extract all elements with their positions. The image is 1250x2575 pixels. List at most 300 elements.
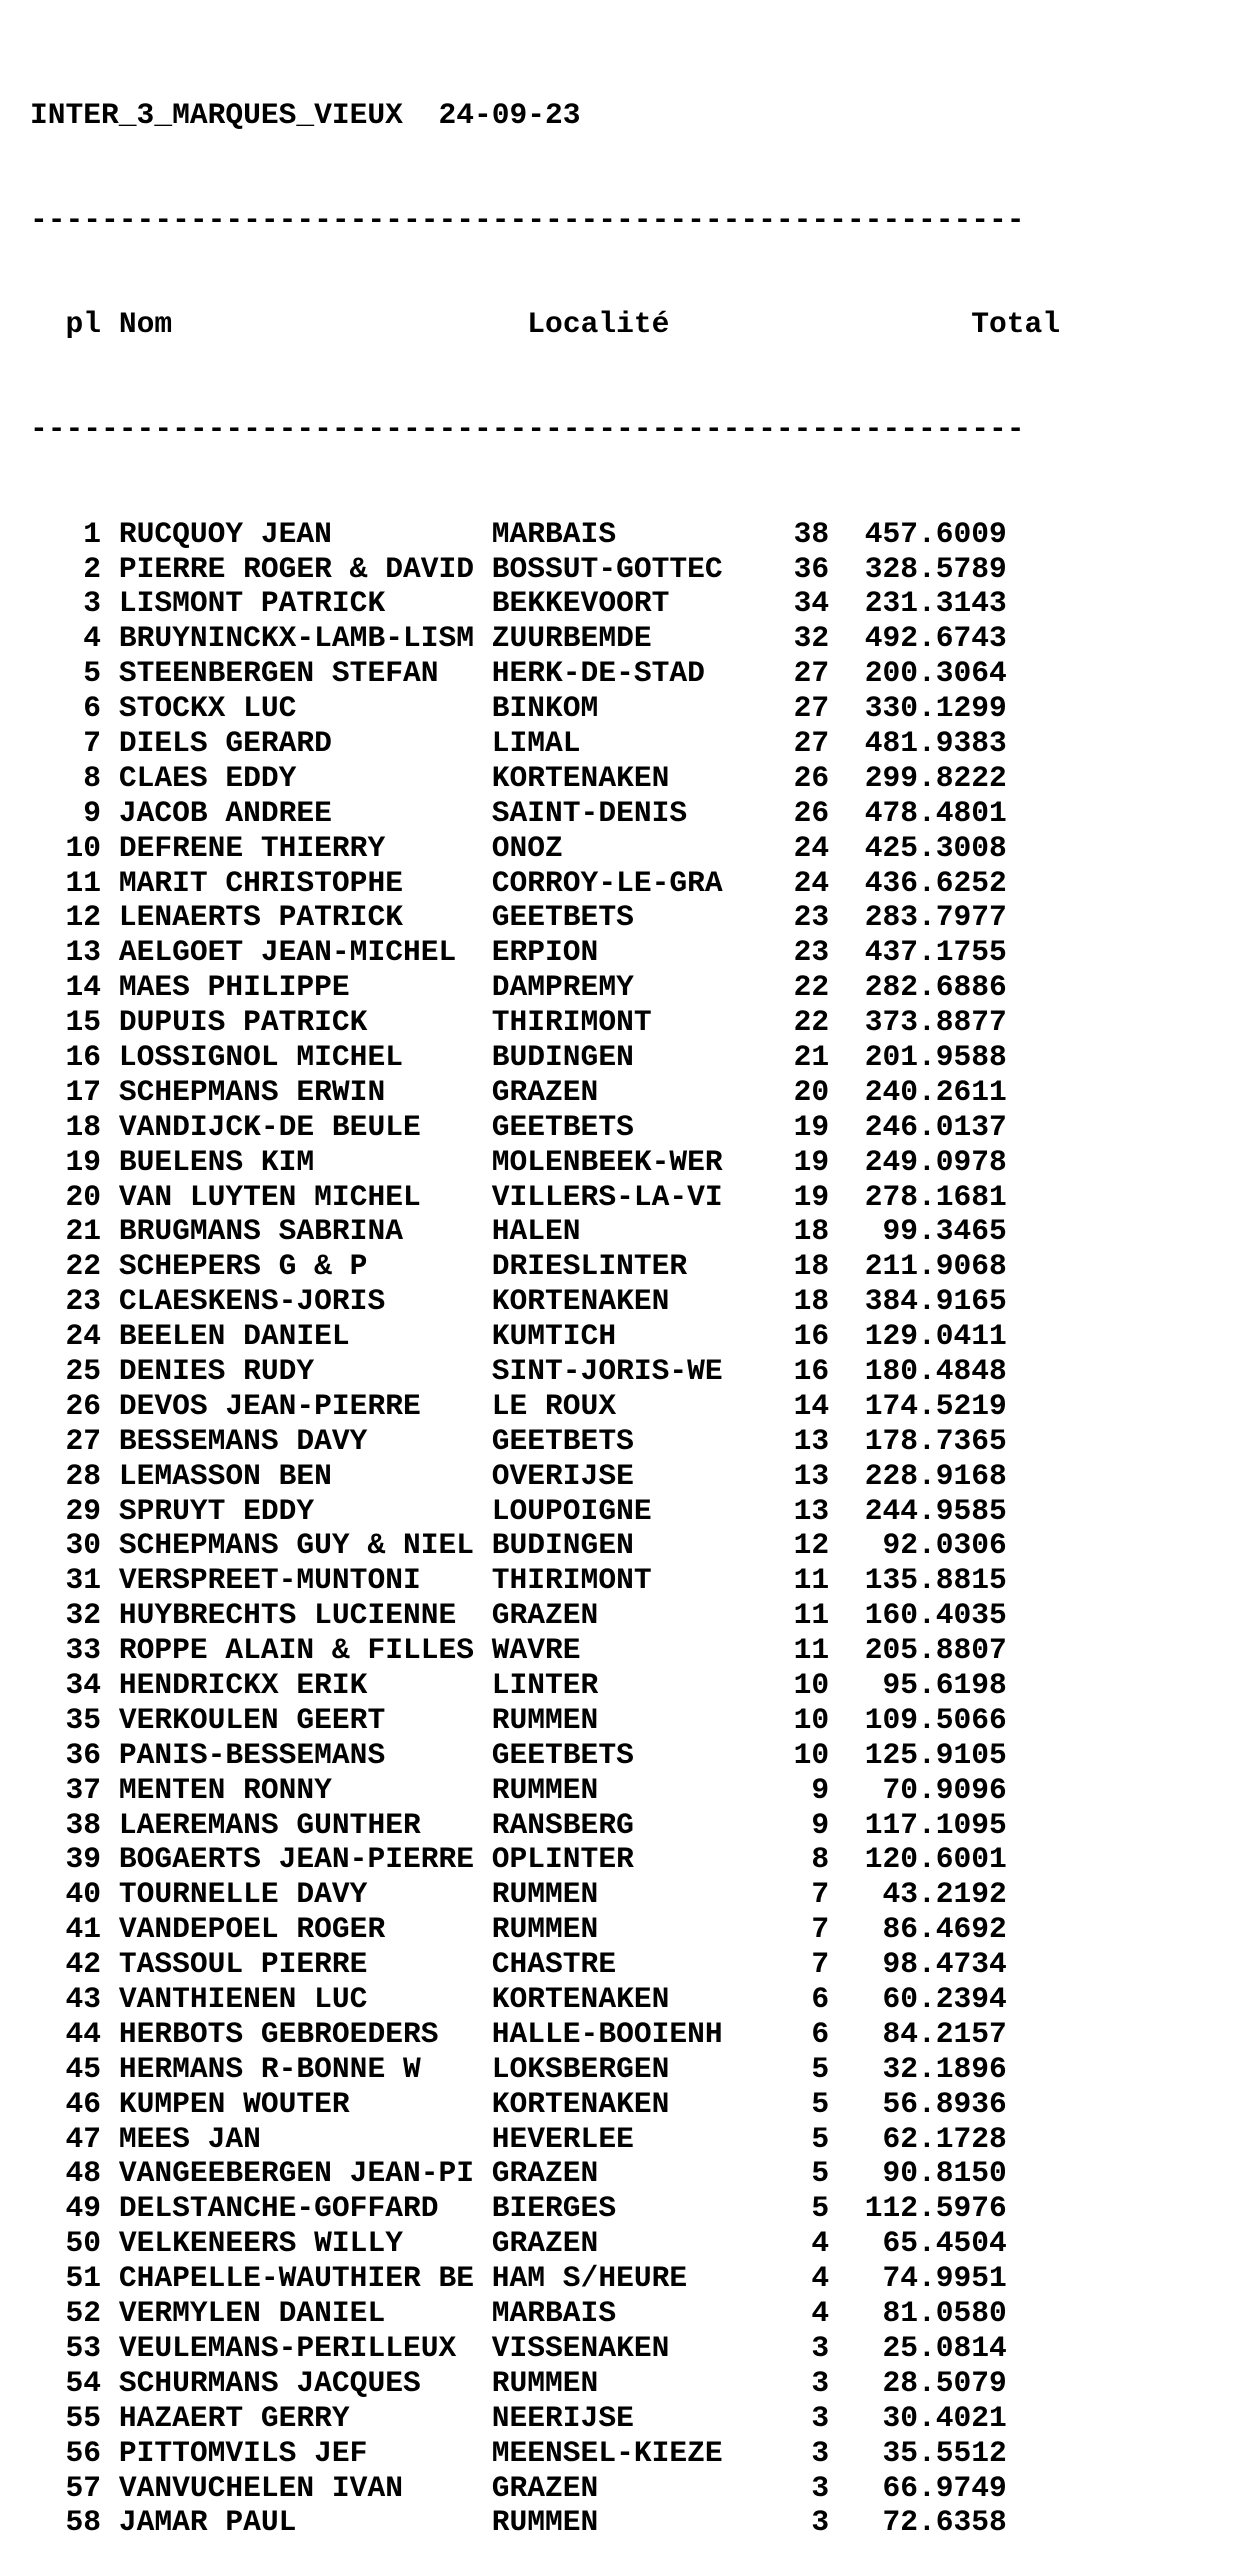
table-row (30, 621, 1060, 656)
table-row (30, 1563, 1060, 1598)
localite-cell: GRAZEN (491, 1598, 723, 1633)
header-rule: -------------------------------------------------------- (30, 411, 1025, 446)
name-cell: VERSPREET-MUNTONI (118, 1563, 474, 1598)
results-listing (30, 28, 1060, 2575)
total-cell: 117.1095 (846, 1807, 1007, 1842)
total-cell: 28.5079 (846, 2365, 1007, 2400)
total-cell: 299.8222 (846, 760, 1007, 795)
total-cell: 425.3008 (846, 830, 1007, 865)
count-cell: 32 (722, 621, 830, 656)
table-row (30, 726, 1060, 761)
total-cell: 373.8877 (846, 1005, 1007, 1040)
name-cell: JAMAR PAUL (118, 2505, 474, 2540)
table-row (30, 2017, 1060, 2052)
name-cell: HERMANS R-BONNE W (118, 2051, 474, 2086)
name-cell: MAES PHILIPPE (118, 970, 474, 1005)
total-cell: 249.0978 (846, 1144, 1007, 1179)
count-cell: 27 (722, 725, 830, 760)
name-cell: SCHEPMANS GUY & NIEL (118, 1528, 474, 1563)
name-cell: DELSTANCHE-GOFFARD (118, 2191, 474, 2226)
pl-cell: 50 (30, 2226, 102, 2261)
pl-cell: 35 (30, 1702, 102, 1737)
table-row (30, 2401, 1060, 2436)
localite-cell: MARBAIS (491, 516, 723, 551)
count-cell: 22 (722, 1005, 830, 1040)
total-cell: 240.2611 (846, 1074, 1007, 1109)
name-cell: VANVUCHELEN IVAN (118, 2470, 474, 2505)
localite-cell: GRAZEN (491, 2226, 723, 2261)
total-cell: 109.5066 (846, 1702, 1007, 1737)
total-cell: 478.4801 (846, 795, 1007, 830)
count-cell: 26 (722, 760, 830, 795)
count-cell: 26 (722, 795, 830, 830)
table-row (30, 1494, 1060, 1529)
localite-cell: RUMMEN (491, 2365, 723, 2400)
total-cell: 60.2394 (846, 1982, 1007, 2017)
count-cell: 5 (722, 2086, 830, 2121)
count-cell: 13 (722, 1458, 830, 1493)
pl-cell: 3 (30, 586, 102, 621)
total-cell: 328.5789 (846, 551, 1007, 586)
count-cell: 24 (722, 830, 830, 865)
pl-cell: 45 (30, 2051, 102, 2086)
column-total: Total (971, 307, 1061, 342)
total-cell: 180.4848 (846, 1354, 1007, 1388)
name-cell: LISMONT PATRICK (118, 586, 474, 621)
table-row (30, 1424, 1060, 1459)
localite-cell: LOKSBERGEN (491, 2051, 723, 2086)
pl-cell: 38 (30, 1807, 102, 1842)
results-table (30, 517, 1060, 2541)
count-cell: 20 (722, 1074, 830, 1109)
pl-cell: 13 (30, 935, 102, 970)
count-cell: 11 (722, 1633, 830, 1668)
table-row (30, 1319, 1060, 1354)
pl-cell: 47 (30, 2121, 102, 2156)
name-cell: LENAERTS PATRICK (118, 900, 474, 935)
count-cell: 6 (722, 1982, 830, 2017)
table-row (30, 2505, 1060, 2540)
total-cell: 120.6001 (846, 1842, 1007, 1877)
count-cell: 27 (722, 691, 830, 726)
total-cell: 112.5976 (846, 2191, 1007, 2226)
pl-cell: 14 (30, 970, 102, 1005)
table-row (30, 831, 1060, 866)
localite-cell: GEETBETS (491, 1109, 723, 1144)
localite-cell: KUMTICH (491, 1319, 723, 1354)
name-cell: SCHEPMANS ERWIN (118, 1074, 474, 1109)
localite-cell: BIERGES (491, 2191, 723, 2226)
total-cell: 25.0814 (846, 2330, 1007, 2365)
count-cell: 10 (722, 1737, 830, 1772)
total-cell: 62.1728 (846, 2121, 1007, 2156)
total-cell: 330.1299 (846, 691, 1007, 726)
name-cell: RUCQUOY JEAN (118, 516, 474, 551)
pl-cell: 49 (30, 2191, 102, 2226)
table-row (30, 656, 1060, 691)
pl-cell: 44 (30, 2016, 102, 2051)
name-cell: DIELS GERARD (118, 725, 474, 760)
pl-cell: 28 (30, 1458, 102, 1493)
pl-cell: 43 (30, 1982, 102, 2017)
name-cell: VELKENEERS WILLY (118, 2226, 474, 2261)
localite-cell: RUMMEN (491, 2505, 723, 2540)
total-cell: 65.4504 (846, 2226, 1007, 2261)
localite-cell: CORROY-LE-GRA (491, 865, 723, 900)
pl-cell: 41 (30, 1912, 102, 1947)
count-cell: 6 (722, 2016, 830, 2051)
pl-cell: 16 (30, 1039, 102, 1074)
pl-cell: 39 (30, 1842, 102, 1877)
name-cell: VEULEMANS-PERILLEUX (118, 2330, 474, 2365)
table-row (30, 2052, 1060, 2087)
name-cell: MARIT CHRISTOPHE (118, 865, 474, 900)
count-cell: 9 (722, 1807, 830, 1842)
total-cell: 56.8936 (846, 2086, 1007, 2121)
name-cell: AELGOET JEAN-MICHEL (118, 935, 474, 970)
count-cell: 3 (722, 2400, 830, 2435)
count-cell: 7 (722, 1912, 830, 1947)
count-cell: 27 (722, 656, 830, 691)
table-row (30, 2122, 1060, 2157)
count-cell: 19 (722, 1109, 830, 1144)
localite-cell: MEENSEL-KIEZE (491, 2435, 723, 2470)
pl-cell: 40 (30, 1877, 102, 1912)
table-row (30, 970, 1060, 1005)
localite-cell: SAINT-DENIS (491, 795, 723, 830)
total-cell: 160.4035 (846, 1598, 1007, 1633)
count-cell: 18 (722, 1284, 830, 1319)
total-cell: 178.7365 (846, 1423, 1007, 1458)
name-cell: BUELENS KIM (118, 1144, 474, 1179)
name-cell: HUYBRECHTS LUCIENNE (118, 1598, 474, 1633)
name-cell: DEFRENE THIERRY (118, 830, 474, 865)
column-pl: pl (65, 307, 102, 342)
pl-cell: 29 (30, 1493, 102, 1528)
table-row (30, 552, 1060, 587)
pl-cell: 10 (30, 830, 102, 865)
total-cell: 72.6358 (846, 2505, 1007, 2540)
report-title: INTER_3_MARQUES_VIEUX (30, 97, 403, 132)
column-header-row (30, 307, 1060, 342)
localite-cell: KORTENAKEN (491, 2086, 723, 2121)
table-row (30, 1668, 1060, 1703)
table-row (30, 1040, 1060, 1075)
pl-cell: 26 (30, 1388, 102, 1423)
localite-cell: CHASTRE (491, 1947, 723, 1982)
name-cell: LAEREMANS GUNTHER (118, 1807, 474, 1842)
count-cell: 5 (722, 2156, 830, 2191)
name-cell: DEVOS JEAN-PIERRE (118, 1388, 474, 1423)
report-date: 24-09-23 (438, 97, 581, 132)
pl-cell: 55 (30, 2400, 102, 2435)
localite-cell: BUDINGEN (491, 1039, 723, 1074)
total-cell: 86.4692 (846, 1912, 1007, 1947)
count-cell: 5 (722, 2191, 830, 2226)
table-row (30, 2366, 1060, 2401)
table-row (30, 517, 1060, 552)
name-cell: STOCKX LUC (118, 691, 474, 726)
table-row (30, 935, 1060, 970)
total-cell: 282.6886 (846, 970, 1007, 1005)
table-row (30, 1249, 1060, 1284)
count-cell: 22 (722, 970, 830, 1005)
table-row (30, 2087, 1060, 2122)
total-cell: 95.6198 (846, 1668, 1007, 1703)
pl-cell: 57 (30, 2470, 102, 2505)
name-cell: SCHURMANS JACQUES (118, 2365, 474, 2400)
localite-cell: ONOZ (491, 830, 723, 865)
name-cell: VANDEPOEL ROGER (118, 1912, 474, 1947)
table-row (30, 900, 1060, 935)
localite-cell: GRAZEN (491, 1074, 723, 1109)
pl-cell: 23 (30, 1284, 102, 1319)
count-cell: 7 (722, 1947, 830, 1982)
name-cell: CLAES EDDY (118, 760, 474, 795)
localite-cell: LIMAL (491, 725, 723, 760)
count-cell: 8 (722, 1842, 830, 1877)
column-nom: Nom (118, 307, 173, 342)
localite-cell: VISSENAKEN (491, 2330, 723, 2365)
column-localite: Localité (527, 307, 670, 342)
total-cell: 201.9588 (846, 1039, 1007, 1074)
pl-cell: 18 (30, 1109, 102, 1144)
table-row (30, 1703, 1060, 1738)
count-cell: 38 (722, 516, 830, 551)
pl-cell: 8 (30, 760, 102, 795)
localite-cell: RUMMEN (491, 1912, 723, 1947)
name-cell: VANTHIENEN LUC (118, 1982, 474, 2017)
pl-cell: 4 (30, 621, 102, 656)
table-row (30, 1633, 1060, 1668)
localite-cell: KORTENAKEN (491, 760, 723, 795)
localite-cell: BEKKEVOORT (491, 586, 723, 621)
count-cell: 3 (722, 2470, 830, 2505)
localite-cell: LOUPOIGNE (491, 1493, 723, 1528)
table-row (30, 761, 1060, 796)
total-cell: 211.9068 (846, 1249, 1007, 1284)
localite-cell: DRIESLINTER (491, 1249, 723, 1284)
localite-cell: GRAZEN (491, 2156, 723, 2191)
localite-cell: RUMMEN (491, 1772, 723, 1807)
total-cell: 244.9585 (846, 1493, 1007, 1528)
name-cell: SCHEPERS G & P (118, 1249, 474, 1284)
pl-cell: 1 (30, 516, 102, 551)
pl-cell: 51 (30, 2261, 102, 2296)
pl-cell: 7 (30, 725, 102, 760)
localite-cell: DAMPREMY (491, 970, 723, 1005)
pl-cell: 30 (30, 1528, 102, 1563)
localite-cell: BINKOM (491, 691, 723, 726)
name-cell: SPRUYT EDDY (118, 1493, 474, 1528)
localite-cell: GEETBETS (491, 1737, 723, 1772)
name-cell: VANGEEBERGEN JEAN-PI (118, 2156, 474, 2191)
name-cell: JACOB ANDREE (118, 795, 474, 830)
localite-cell: HALEN (491, 1214, 723, 1249)
total-cell: 32.1896 (846, 2051, 1007, 2086)
total-cell: 246.0137 (846, 1109, 1007, 1144)
count-cell: 18 (722, 1249, 830, 1284)
name-cell: MEES JAN (118, 2121, 474, 2156)
total-cell: 384.9165 (846, 1284, 1007, 1319)
table-row (30, 2296, 1060, 2331)
name-cell: PIERRE ROGER & DAVID (118, 551, 474, 586)
name-cell: DENIES RUDY (118, 1354, 474, 1388)
table-row (30, 1773, 1060, 1808)
name-cell: STEENBERGEN STEFAN (118, 656, 474, 691)
count-cell: 7 (722, 1877, 830, 1912)
total-cell: 99.3465 (846, 1214, 1007, 1249)
name-cell: BRUYNINCKX-LAMB-LISM (118, 621, 474, 656)
total-cell: 437.1755 (846, 935, 1007, 970)
table-row (30, 1982, 1060, 2017)
name-cell: VERKOULEN GEERT (118, 1702, 474, 1737)
count-cell: 34 (722, 586, 830, 621)
localite-cell: GRAZEN (491, 2470, 723, 2505)
localite-cell: GEETBETS (491, 900, 723, 935)
pl-cell: 20 (30, 1179, 102, 1214)
total-cell: 43.2192 (846, 1877, 1007, 1912)
table-row (30, 796, 1060, 831)
localite-cell: ZUURBEMDE (491, 621, 723, 656)
total-cell: 74.9951 (846, 2261, 1007, 2296)
name-cell: BEELEN DANIEL (118, 1319, 474, 1354)
name-cell: VANDIJCK-DE BEULE (118, 1109, 474, 1144)
count-cell: 23 (722, 935, 830, 970)
table-row (30, 1354, 1060, 1389)
total-cell: 231.3143 (846, 586, 1007, 621)
count-cell: 19 (722, 1179, 830, 1214)
table-row (30, 866, 1060, 901)
total-cell: 228.9168 (846, 1458, 1007, 1493)
localite-cell: SINT-JORIS-WE (491, 1354, 723, 1388)
count-cell: 36 (722, 551, 830, 586)
name-cell: PITTOMVILS JEF (118, 2435, 474, 2470)
pl-cell: 36 (30, 1737, 102, 1772)
count-cell: 12 (722, 1528, 830, 1563)
pl-cell: 27 (30, 1423, 102, 1458)
total-cell: 492.6743 (846, 621, 1007, 656)
total-cell: 70.9096 (846, 1772, 1007, 1807)
table-row (30, 2436, 1060, 2471)
pl-cell: 9 (30, 795, 102, 830)
localite-cell: OVERIJSE (491, 1458, 723, 1493)
table-row (30, 2471, 1060, 2506)
total-cell: 205.8807 (846, 1633, 1007, 1668)
name-cell: DUPUIS PATRICK (118, 1005, 474, 1040)
name-cell: PANIS-BESSEMANS (118, 1737, 474, 1772)
count-cell: 19 (722, 1144, 830, 1179)
localite-cell: BOSSUT-GOTTEC (491, 551, 723, 586)
localite-cell: LE ROUX (491, 1388, 723, 1423)
localite-cell: HALLE-BOOIENH (491, 2016, 723, 2051)
table-row (30, 2331, 1060, 2366)
pl-cell: 58 (30, 2505, 102, 2540)
total-cell: 278.1681 (846, 1179, 1007, 1214)
name-cell: LOSSIGNOL MICHEL (118, 1039, 474, 1074)
name-cell: BOGAERTS JEAN-PIERRE (118, 1842, 474, 1877)
table-row (30, 1284, 1060, 1319)
pl-cell: 21 (30, 1214, 102, 1249)
pl-cell: 34 (30, 1668, 102, 1703)
pl-cell: 12 (30, 900, 102, 935)
count-cell: 9 (722, 1772, 830, 1807)
table-row (30, 2156, 1060, 2191)
pl-cell: 37 (30, 1772, 102, 1807)
pl-cell: 53 (30, 2330, 102, 2365)
count-cell: 24 (722, 865, 830, 900)
total-cell: 35.5512 (846, 2435, 1007, 2470)
total-cell: 436.6252 (846, 865, 1007, 900)
total-cell: 98.4734 (846, 1947, 1007, 1982)
localite-cell: KORTENAKEN (491, 1284, 723, 1319)
name-cell: HENDRICKX ERIK (118, 1668, 474, 1703)
localite-cell: BUDINGEN (491, 1528, 723, 1563)
pl-cell: 11 (30, 865, 102, 900)
pl-cell: 56 (30, 2435, 102, 2470)
table-row (30, 1808, 1060, 1843)
table-row (30, 691, 1060, 726)
top-rule: -------------------------------------------------------- (30, 202, 1025, 237)
localite-cell: RANSBERG (491, 1807, 723, 1842)
pl-cell: 17 (30, 1074, 102, 1109)
total-cell: 200.3064 (846, 656, 1007, 691)
count-cell: 21 (722, 1039, 830, 1074)
count-cell: 16 (722, 1354, 830, 1388)
localite-cell: HAM S/HEURE (491, 2261, 723, 2296)
pl-cell: 24 (30, 1319, 102, 1354)
pl-cell: 33 (30, 1633, 102, 1668)
table-row (30, 2226, 1060, 2261)
name-cell: KUMPEN WOUTER (118, 2086, 474, 2121)
localite-cell: MARBAIS (491, 2296, 723, 2331)
localite-cell: RUMMEN (491, 1877, 723, 1912)
pl-cell: 22 (30, 1249, 102, 1284)
total-cell: 92.0306 (846, 1528, 1007, 1563)
pl-cell: 15 (30, 1005, 102, 1040)
count-cell: 10 (722, 1668, 830, 1703)
name-cell: ROPPE ALAIN & FILLES (118, 1633, 474, 1668)
localite-cell: KORTENAKEN (491, 1982, 723, 2017)
name-cell: MENTEN RONNY (118, 1772, 474, 1807)
localite-cell: LINTER (491, 1668, 723, 1703)
pl-cell: 52 (30, 2296, 102, 2331)
name-cell: CHAPELLE-WAUTHIER BE (118, 2261, 474, 2296)
count-cell: 3 (722, 2435, 830, 2470)
count-cell: 14 (722, 1388, 830, 1423)
table-row (30, 1459, 1060, 1494)
table-row (30, 1145, 1060, 1180)
localite-cell: THIRIMONT (491, 1563, 723, 1598)
total-cell: 81.0580 (846, 2296, 1007, 2331)
total-cell: 481.9383 (846, 725, 1007, 760)
name-cell: TASSOUL PIERRE (118, 1947, 474, 1982)
pl-cell: 48 (30, 2156, 102, 2191)
table-row (30, 1738, 1060, 1773)
table-row (30, 1598, 1060, 1633)
table-row (30, 1075, 1060, 1110)
total-cell: 90.8150 (846, 2156, 1007, 2191)
pl-cell: 6 (30, 691, 102, 726)
count-cell: 10 (722, 1702, 830, 1737)
table-row (30, 1842, 1060, 1877)
pl-cell: 46 (30, 2086, 102, 2121)
pl-cell: 31 (30, 1563, 102, 1598)
count-cell: 11 (722, 1563, 830, 1598)
table-row (30, 1912, 1060, 1947)
count-cell: 3 (722, 2505, 830, 2540)
localite-cell: VILLERS-LA-VI (491, 1179, 723, 1214)
